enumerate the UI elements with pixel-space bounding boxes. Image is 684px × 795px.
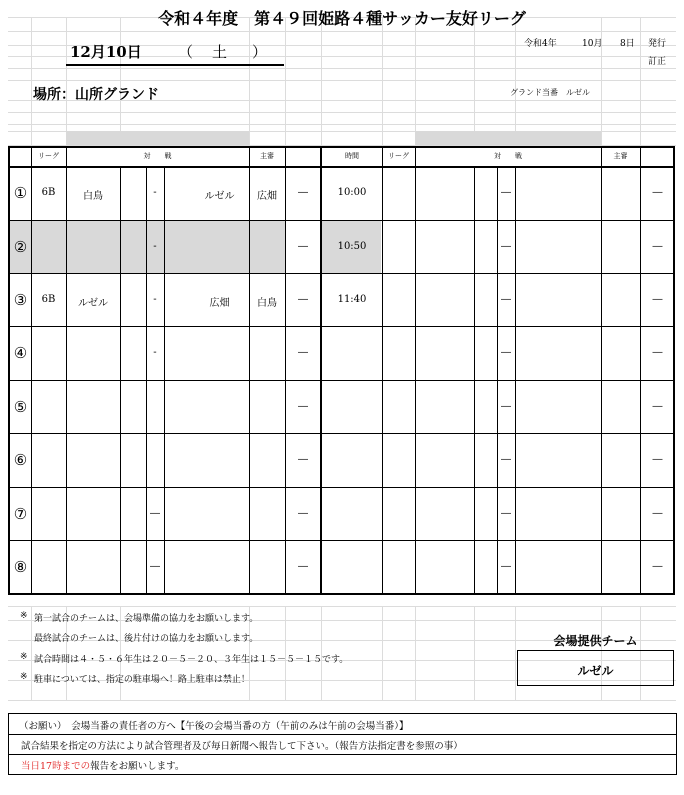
grid-line: [382, 606, 383, 700]
match-number: ①: [13, 184, 28, 202]
dash-mark-end: ―: [652, 454, 663, 465]
dash-mark: ―: [298, 293, 308, 305]
request-divider-1: [9, 734, 676, 735]
match-league: 6B: [41, 187, 56, 198]
match-league: 6B: [41, 293, 56, 305]
grid-line: [31, 606, 32, 700]
row-divider: [8, 487, 675, 488]
note-text: 最終試合のチームは、後片付けの協力をお願いします。: [34, 634, 259, 644]
grid-line: [120, 17, 121, 146]
dash-mark: ―: [298, 507, 308, 519]
header-match: 対 戦: [143, 152, 172, 160]
note-mark: ※: [20, 652, 28, 662]
row-divider: [8, 326, 675, 327]
left-header-bar: [66, 131, 249, 145]
kickoff-time: 10:50: [337, 240, 367, 252]
match-number: ④: [13, 344, 28, 362]
column-divider: [31, 146, 32, 593]
grid-line: [66, 17, 67, 146]
score-separator: -: [153, 240, 157, 252]
dash-mark-end: ―: [652, 293, 663, 305]
score-separator: ―: [150, 560, 160, 572]
column-divider: [474, 166, 475, 593]
header-bottom-border: [8, 166, 675, 168]
dash-mark: ―: [298, 347, 308, 358]
grid-line: [285, 17, 286, 146]
dash-mark-right: ―: [501, 347, 511, 358]
venue: 場所：山所グランド: [33, 87, 159, 103]
row-divider: [8, 220, 675, 221]
dash-mark-right: ―: [501, 293, 511, 305]
header-league-right: リーグ: [388, 152, 409, 160]
row-divider: [8, 273, 675, 274]
match-number: ②: [13, 237, 28, 256]
row-divider: [8, 540, 675, 541]
column-divider: [285, 146, 286, 593]
match-number: ⑧: [13, 557, 28, 576]
grid-line: [8, 700, 676, 701]
dash-mark-right: ―: [501, 560, 511, 572]
grid-line: [515, 17, 516, 146]
issue-label: 発行: [648, 39, 667, 49]
header-time: 時間: [345, 152, 359, 160]
dash-mark-right: ―: [501, 187, 511, 198]
grid-line: [474, 606, 475, 700]
dash-mark-right: ―: [501, 454, 511, 465]
request-box: [8, 713, 677, 775]
table-middle-divider: [320, 146, 322, 595]
note-mark: ※: [20, 611, 28, 621]
grid-line: [8, 606, 676, 607]
grid-line: [474, 17, 475, 146]
column-divider: [249, 146, 250, 593]
note-mark: ※: [20, 672, 28, 682]
issue-month: 10月: [582, 39, 603, 49]
column-divider: [164, 166, 165, 593]
grid-line: [8, 80, 676, 81]
column-divider: [515, 166, 516, 593]
match-number: ⑦: [13, 504, 28, 523]
weekday-paren-close: ）: [252, 43, 268, 61]
request-divider-2: [9, 754, 676, 755]
dash-mark-end: ―: [652, 507, 663, 519]
column-divider: [601, 146, 602, 593]
grid-line: [249, 17, 250, 146]
request-line-2: 試合結果を指定の方法により試合管理者及び毎日新聞へ報告して下さい。（報告方法指定書を参照の事）: [21, 741, 463, 752]
header-referee-right: 主審: [613, 152, 628, 160]
note-text: 第一試合のチームは、会場準備の協力をお願いします。: [34, 614, 259, 624]
referee-team: 広畑: [257, 191, 277, 202]
issue-year: 令和4年: [524, 39, 557, 49]
grid-line: [640, 17, 641, 146]
dash-mark: ―: [298, 240, 308, 252]
grid-line: [8, 124, 676, 125]
grid-line: [415, 17, 416, 146]
score-separator: -: [153, 347, 157, 358]
note-text: 駐車については、指定の駐車場へ！路上駐車は禁止！: [34, 675, 250, 685]
dash-mark-end: ―: [652, 240, 663, 252]
column-divider: [66, 146, 67, 593]
home-team: ルゼル: [78, 297, 108, 309]
grid-line: [31, 17, 32, 146]
dash-mark: ―: [298, 400, 308, 412]
grid-line: [515, 606, 516, 700]
dash-mark-end: ―: [652, 187, 663, 198]
provider-bottom-border: [517, 685, 674, 686]
column-divider: [120, 166, 121, 593]
away-team: 広畑: [209, 297, 230, 309]
home-team: 白鳥: [83, 191, 103, 202]
weekday: 土: [212, 43, 228, 61]
table-top-border: [8, 146, 675, 148]
request-line-1: （お願い） 会場当番の責任者の方へ【午後の会場当番の方（午前のみは午前の会場当番）】: [19, 721, 409, 732]
header-league: リーグ: [38, 152, 59, 160]
dash-mark-right: ―: [501, 400, 511, 412]
column-divider: [382, 146, 383, 593]
column-divider: [146, 166, 147, 593]
provider-team: ルゼル: [577, 664, 614, 678]
request-deadline: 当日17時までの: [21, 761, 91, 772]
right-header-bar: [415, 131, 601, 145]
table-left-border: [8, 146, 10, 595]
score-separator: ―: [150, 507, 160, 519]
request-line-3: [21, 758, 184, 772]
duty-label: グランド当番: [510, 88, 558, 97]
grid-line: [382, 17, 383, 146]
match-number: ③: [13, 290, 28, 309]
kickoff-time: 11:40: [337, 293, 367, 305]
venue-provider-box: [517, 628, 674, 686]
dash-mark-end: ―: [652, 400, 663, 412]
match-number: ⑤: [13, 397, 28, 416]
date-underline: [66, 64, 284, 66]
kickoff-time: 10:00: [337, 187, 367, 198]
dash-mark: ―: [298, 187, 308, 198]
column-divider: [640, 146, 641, 593]
dash-mark-right: ―: [501, 240, 511, 252]
score-separator: -: [153, 293, 157, 305]
table-bottom-border: [8, 593, 675, 595]
provider-divider: [517, 650, 674, 651]
match-date: 12月10日: [70, 43, 142, 61]
revision-label: 訂正: [648, 57, 667, 67]
grid-line: [321, 17, 322, 146]
dash-mark: ―: [298, 454, 308, 465]
grid-line: [8, 31, 676, 32]
provider-label: 会場提供チーム: [553, 634, 638, 648]
referee-team: 白鳥: [257, 297, 277, 309]
request-line-3-rest: 報告をお願いします。: [90, 761, 185, 772]
score-separator: -: [153, 187, 157, 198]
dash-mark-end: ―: [652, 560, 663, 572]
duty-team: ルゼル: [566, 88, 590, 97]
page-title: 令和４年度 第４９回姫路４種サッカー友好リーグ: [158, 9, 526, 28]
table-right-border: [673, 146, 675, 595]
grid-line: [8, 112, 676, 113]
row-divider: [8, 433, 675, 434]
away-team: ルゼル: [204, 191, 235, 202]
row-divider: [8, 380, 675, 381]
header-match-right: 対 戦: [494, 152, 522, 160]
grid-line: [8, 68, 676, 69]
column-divider: [415, 146, 416, 593]
grid-line: [415, 606, 416, 700]
note-text: 試合時間は４・５・６年生は２０－５－２０、３年生は１５－５－１５です。: [34, 655, 349, 665]
dash-mark-right: ―: [501, 507, 511, 519]
dash-mark-end: ―: [652, 347, 663, 358]
header-referee: 主審: [260, 152, 274, 160]
match-number: ⑥: [13, 451, 28, 469]
weekday-paren-open: （: [178, 43, 194, 61]
column-divider: [497, 166, 498, 593]
dash-mark: ―: [298, 560, 308, 572]
issue-day: 8日: [620, 39, 635, 49]
